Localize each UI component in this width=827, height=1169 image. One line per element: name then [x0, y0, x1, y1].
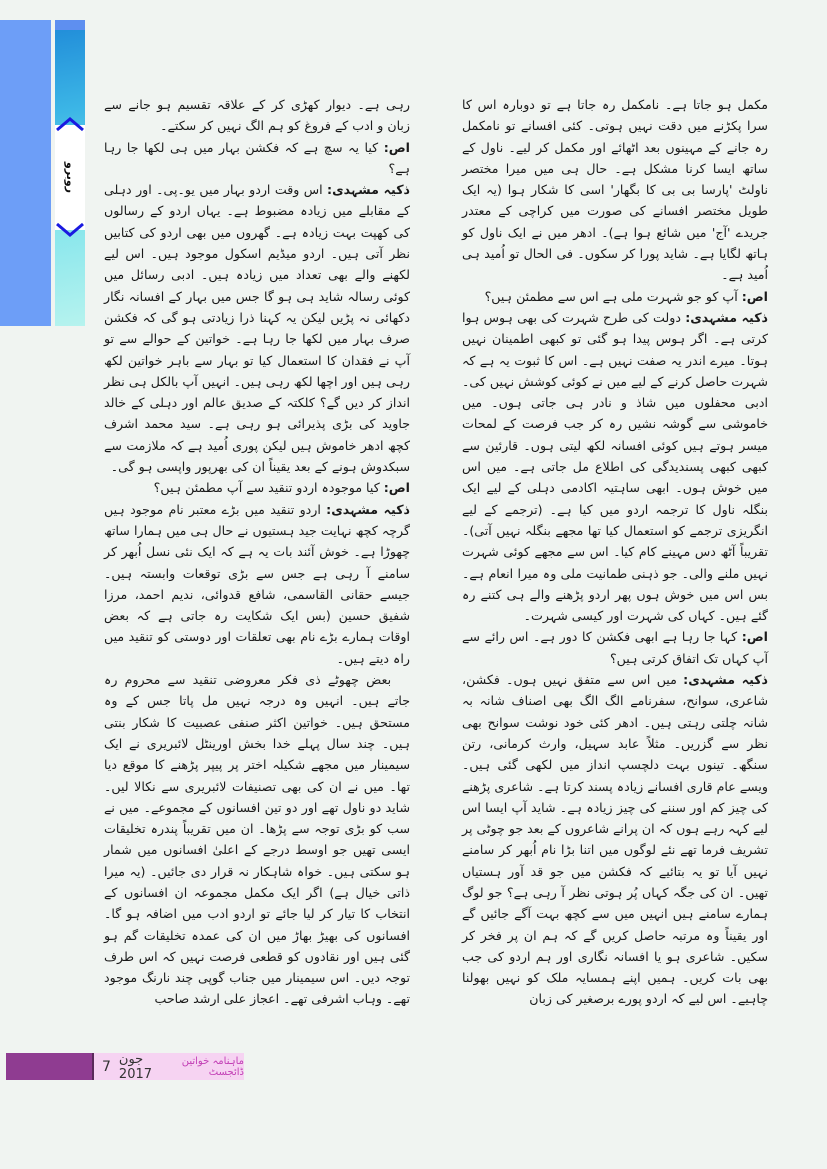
question: [104, 137, 410, 180]
chevron-up-icon: [55, 116, 85, 132]
answer: [104, 499, 410, 669]
footer-info: [92, 1053, 244, 1080]
paragraph: [104, 669, 410, 1010]
page-number: 7: [102, 1058, 111, 1075]
paragraph-text: اردو تنقید میں بڑے معتبر نام موجود ہیں گرچہ کچھ نہایت جید ہستیوں نے حال ہی میں ہمارا ساتھ چھوڑا ہے۔ خوش آئند بات یہ ہے کہ ایک نئی نسل اُبھر کر سامنے آ رہی ہے جس سے بڑی توقعات وابستہ ہیں۔ جیسے حقانی القاسمی، شافع قدوائی، ندیم احمد، مرزا شفیق حسین (بس ایک شکایت رہ جاتی ہے کہ بعض اوقات ہمارے بڑے نام بھی تعلقات اور دوستی کو تنقید میں راہ دیتے ہیں۔: [104, 501, 410, 666]
question: [104, 477, 410, 498]
paragraph-text: آپ کو جو شہرت ملی ہے اس سے مطمئن ہیں؟: [484, 288, 742, 304]
paragraph-text: بعض چھوٹے ذی فکر معروضی تنقید سے محروم رہ جاتے ہیں۔ انہیں وہ درجہ نہیں مل پاتا جس کے وہ مستحق ہیں۔ خواتین اکثر صنفی عصبیت کا شکار بنتی ہیں۔ چند سال پہلے خدا بخش اورینٹل لائبریری نے ایک سیمینار میں مجھے شکیلہ اختر پر پیپر پڑھنے کا موقع دیا تھا۔ میں نے ان کی بھی تصنیفات لائبریری سے نکالا لیں۔ شاید دو ناول تھے اور دو تین افسانوں کے مجموعے۔ میں نے سب کو بڑی توجہ سے پڑھا۔ ان میں تقریباً پندرہ تخلیقات ایسی تھیں جو اوسط درجے کے اعلیٰ افسانوں میں شمار ہو سکتی ہیں۔ خواہ شاہکار نہ قرار دی جائیں۔ (یہ میرا ذاتی خیال ہے) اگر ایک مکمل مجموعہ ان افسانوں کے انتخاب کا تیار کر لیا جائے تو اردو ادب میں اضافہ ہو گا۔ افسانوں کی بھیڑ بھاڑ میں ان کی عمدہ تخلیقات گم ہو گئی ہیں اور نقادوں کو قطعی فرصت نہیں کہ اس طرف توجہ دیں۔ اس سیمینار میں جناب گوپی چند نارنگ موجود تھے۔ وہاب اشرفی تھے۔ اعجاز علی ارشد صاحب: [104, 672, 410, 1007]
paragraph-text: کہا جا رہا ہے ابھی فکشن کا دور ہے۔ اس رائے سے آپ کہاں تک اتفاق کرتی ہیں؟: [462, 629, 768, 666]
speaker-label: اص:: [383, 139, 410, 155]
section-label: [55, 135, 85, 220]
decorative-blue-bar: [0, 20, 51, 326]
text-column-right: [462, 94, 768, 1010]
speaker-label: اص:: [741, 629, 768, 645]
answer: [462, 307, 768, 626]
footer-color-bar: [6, 1053, 92, 1080]
speaker-label: ذکیہ مشہدی:: [326, 501, 410, 517]
answer: [462, 669, 768, 1010]
paragraph-text: کیا یہ سچ ہے کہ فکشن بہار میں ہی لکھا جا رہا ہے؟: [104, 139, 410, 176]
question: [462, 626, 768, 669]
paragraph-text: میں اس سے متفق نہیں ہوں۔ فکشن، شاعری، سوانح، سفرنامے الگ الگ بھی اصناف شانہ بہ شانہ چلتی رہتی ہیں۔ ادھر کئی خود نوشت سوانح بھی نظر سے گزریں۔ مثلاً عابد سہیل، وارث کرمانی، رتن سنگھ۔ تینوں بہت دلچسپ انداز میں لکھی گئی ہیں۔ ویسے عام قاری افسانے زیادہ پسند کرتا ہے۔ شاعری پڑھنے کی چیز کم اور سننے کی چیز زیادہ ہے۔ شاید آپ ایسا اس لیے کہہ رہے ہوں کہ ان پرانے شاعروں کے بعد جو چوٹی پر تشریف فرما تھے نئے لوگوں میں اتنا بڑا نام اُبھر کر سامنے نہیں آیا تو یہ بتائیے کہ فکشن میں جو قد آور ہستیاں تھیں۔ ان کی جگہ کہاں پُر ہوتی نظر آ رہی ہے؟ جو لوگ ہمارے سامنے ہیں انہیں میں سے کچھ بہت آگے جائیں گے اور یقیناً وہ مرتبہ حاصل کریں گے کہ ہم ان پر فخر کر سکیں۔ شاعری ہو یا افسانہ نگاری اور ہم اردو کی جب بھی بات کریں۔ ہمیں اپنے ہمسایہ ملک کو نہیں بھولنا چاہیے۔ اس لیے کہ اردو پورے برصغیر کی زبان: [462, 672, 768, 1007]
magazine-name: ماہنامہ خواتین ڈائجسٹ: [181, 1055, 244, 1078]
paragraph: [462, 94, 768, 286]
speaker-label: ذکیہ مشہدی:: [685, 309, 768, 325]
speaker-label: اص:: [741, 288, 768, 304]
paragraph-text: اس وقت اردو بہار میں یو۔پی۔ اور دہلی کے مقابلے میں زیادہ مضبوط ہے۔ یہاں اردو کے رسالوں کی کھپت بہت زیادہ ہے۔ گھروں میں بھی اردو کی کتابیں نظر آتی ہیں۔ اردو میڈیم اسکول موجود ہیں۔ اس لیے لکھنے والے بھی تعداد میں زیادہ ہیں۔ ادبی رسائل میں کوئی رسالہ شاید ہی ہو گا جس میں بہار کے افسانہ نگار دکھائی نہ پڑیں لیکن یہ کہنا ذرا زیادتی ہو گی کہ فکشن صرف بہار میں لکھا جا رہا ہے۔ خواتین کے حوالے سے تو آپ نے فقدان کا استعمال کیا تو بہار سے باہر خواتین لکھ رہی ہیں اور اچھا لکھ رہی ہیں۔ انہیں آپ بالکل ہی نظر انداز کر دیں گے؟ کلکتہ کے صدیق عالم اور دہلی کے خالد جاوید کی بڑی پذیرائی ہو رہی ہے۔ سید محمد اشرف کچھ ادھر خاموش ہیں لیکن پوری اُمید ہے کہ ملازمت سے سبکدوش ہونے کے بعد یقیناً ان کی بھرپور واپسی ہو گی۔: [104, 182, 410, 475]
speaker-label: ذکیہ مشہدی:: [327, 182, 410, 198]
paragraph: [104, 94, 410, 137]
text-column-left: [104, 94, 410, 1010]
speaker-label: ذکیہ مشہدی:: [683, 672, 768, 688]
answer: [104, 179, 410, 477]
paragraph-text: کیا موجودہ اردو تنقید سے آپ مطمئن ہیں؟: [153, 480, 384, 496]
question: [462, 286, 768, 307]
section-label-text: روبرو: [63, 162, 77, 193]
chevron-down-icon: [55, 222, 85, 238]
paragraph-text: دولت کی طرح شہرت کی بھی ہوس ہوا کرتی ہے۔ اگر ہوس پیدا ہو گئی تو کبھی اطمینان نہیں ہوتا۔ میرے اندر یہ صفت نہیں ہے۔ اس کا ثبوت یہ ہے کہ شہرت حاصل کرنے کے لیے میں نے کوئی کوشش نہیں کی۔ ادبی محفلوں میں شاذ و نادر ہی جاتی ہوں۔ میں خاموشی سے گوشہ نشیں رہ کر جب فرصت کے لمحات میسر ہوتے ہیں کوئی افسانہ لکھ لیتی ہوں۔ قارئین سے کبھی کبھی پسندیدگی کی اطلاع مل جاتی ہے۔ میں اس میں خوش ہوں۔ ابھی ساہتیہ اکادمی دہلی کے لیے ایک بنگلہ ناول کا ترجمہ اردو میں کیا ہے۔ (ترجمے کے لیے انگریزی ترجمے کو استعمال کیا تھا مجھے بنگلہ نہیں آتی)۔ تقریباً آٹھ دس مہینے کام کیا۔ اس سے مجھے کوئی شہرت نہیں ملنے والی۔ جو ذہنی طمانیت ملی وہ میرا انعام ہے۔ بس اس میں خوش ہوں پھر اردو پڑھنے والے ہی کتنے رہ گئے ہیں۔ کہاں کی شہرت اور کیسی شہرت۔: [462, 309, 768, 624]
paragraph-text: رہی ہے۔ دیوار کھڑی کر کے علاقہ تقسیم ہو جانے سے زبان و ادب کے فروغ کو ہم الگ نہیں کر سکتے۔: [104, 97, 410, 134]
paragraph-text: مکمل ہو جاتا ہے۔ نامکمل رہ جاتا ہے تو دوبارہ اس کا سرا پکڑنے میں دقت نہیں ہوتی۔ کئی افسانے تو نامکمل رہ جانے کے مہینوں بعد اٹھائے اور مکمل کر لیے۔ ناول کے ساتھ ایسا کرنا مشکل ہے۔ حال ہی میں میرا مختصر ناولٹ 'پارسا بی بی کا بگھار' اسی کا شکار ہوا (یہ ایک طویل مختصر افسانے کی صورت میں کراچی کے معتدر جریدے 'آج' میں شائع ہوا ہے)۔ ادھر میں نے ایک ناول کو ہاتھ لگایا ہے۔ شاید پورا کر سکوں۔ فی الحال تو اُمید ہی اُمید ہے۔: [462, 97, 768, 283]
speaker-label: اص:: [383, 480, 410, 496]
issue-date: جون 2017: [118, 1051, 153, 1082]
footer-divider: [92, 1053, 94, 1080]
